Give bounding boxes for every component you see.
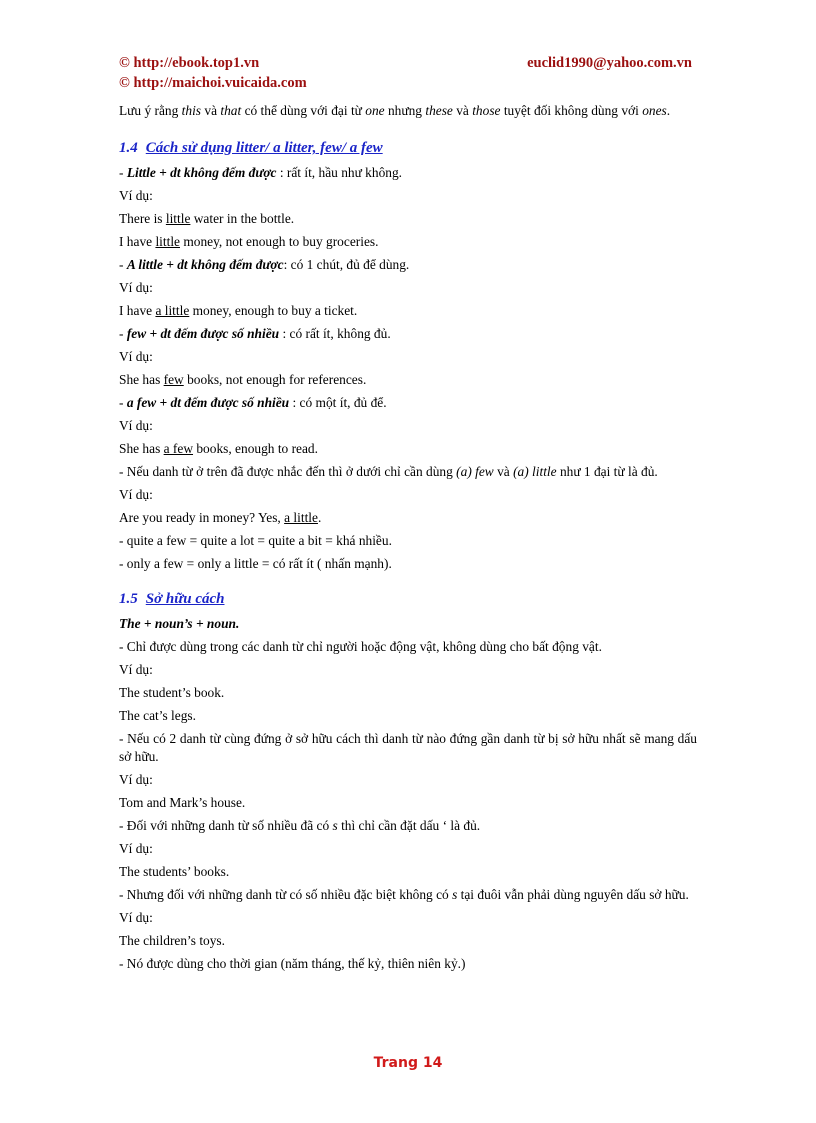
possessive-rule-4: - Nhưng đối với những danh từ có số nhiều đặc biệt không có s tại đuôi vẫn phải dùng nguyên dấu sở hữu. [119, 887, 689, 902]
header-email[interactable]: euclid1990@yahoo.com.vn [527, 55, 692, 71]
example-sentence: Tom and Mark’s house. [119, 795, 246, 810]
example-sentence: There is little water in the bottle. [119, 211, 295, 226]
example-label: Ví dụ: [119, 280, 153, 295]
example-label: Ví dụ: [119, 910, 153, 925]
example-sentence: I have little money, not enough to buy groceries. [119, 234, 379, 249]
possessive-rule-1: - Chỉ được dùng trong các danh từ chỉ người hoặc động vật, không dùng cho bất động vật. [119, 639, 602, 654]
header-links [119, 53, 307, 93]
section-heading-1-5: 1.5 Sở hữu cách [119, 591, 225, 607]
possessive-formula: The + noun’s + noun. [119, 616, 240, 631]
example-sentence: The children’s toys. [119, 933, 225, 948]
intro-paragraph: Lưu ý rằng this và that có thể dùng với đại từ one nhưng these và those tuyệt đối không dùng với ones. [119, 103, 671, 118]
quite-a-few-note: - quite a few = quite a lot = quite a bit = khá nhiều. [119, 533, 392, 548]
example-sentence: Are you ready in money? Yes, a little. [119, 510, 322, 525]
example-sentence: I have a little money, enough to buy a ticket. [119, 303, 358, 318]
possessive-rule-3: - Đối với những danh từ số nhiều đã có s thì chỉ cần đặt dấu ‘ là đủ. [119, 818, 481, 833]
example-sentence: The cat’s legs. [119, 708, 196, 723]
section-title-link[interactable]: Sở hữu cách [145, 591, 225, 607]
page-content [119, 102, 697, 978]
example-label: Ví dụ: [119, 487, 153, 502]
example-label: Ví dụ: [119, 772, 153, 787]
example-label: Ví dụ: [119, 188, 153, 203]
rule-few: - few + dt đếm được số nhiều : có rất ít, không đủ. [119, 326, 391, 341]
only-a-few-note: - only a few = only a little = có rất ít ( nhấn mạnh). [119, 556, 392, 571]
section-heading-1-4: 1.4 Cách sử dụng litter/ a litter, few/ a few [119, 140, 383, 156]
section-title-link[interactable]: Cách sử dụng litter/ a litter, few/ a few [145, 140, 383, 156]
header-link-maichoi[interactable]: © http://maichoi.vuicaida.com [119, 75, 307, 91]
example-sentence: She has few books, not enough for references. [119, 372, 367, 387]
possessive-rule-5: - Nó được dùng cho thời gian (năm tháng, thế kỷ, thiên niên kỷ.) [119, 956, 466, 971]
rule-little: - Little + dt không đếm được : rất ít, hầu như không. [119, 165, 403, 180]
example-label: Ví dụ: [119, 662, 153, 677]
example-label: Ví dụ: [119, 349, 153, 364]
example-label: Ví dụ: [119, 841, 153, 856]
example-sentence: The students’ books. [119, 864, 230, 879]
example-sentence: The student’s book. [119, 685, 225, 700]
rule-a-few: - a few + dt đếm được số nhiều : có một ít, đủ để. [119, 395, 387, 410]
header-link-ebook[interactable]: © http://ebook.top1.vn [119, 55, 260, 71]
page-number: Trang 14 [373, 1055, 443, 1071]
possessive-rule-2: - Nếu có 2 danh từ cùng đứng ở sở hữu cách thì danh từ nào đứng gần danh từ bị sở hữu nhất sẽ mang dấu sở hữu. [119, 731, 697, 764]
rule-a-little: - A little + dt không đếm được: có 1 chút, đủ để dùng. [119, 257, 410, 272]
example-sentence: She has a few books, enough to read. [119, 441, 318, 456]
example-label: Ví dụ: [119, 418, 153, 433]
note-paragraph: - Nếu danh từ ở trên đã được nhắc đến thì ở dưới chỉ cần dùng (a) few và (a) little như 1 đại từ là đủ. [119, 464, 658, 479]
